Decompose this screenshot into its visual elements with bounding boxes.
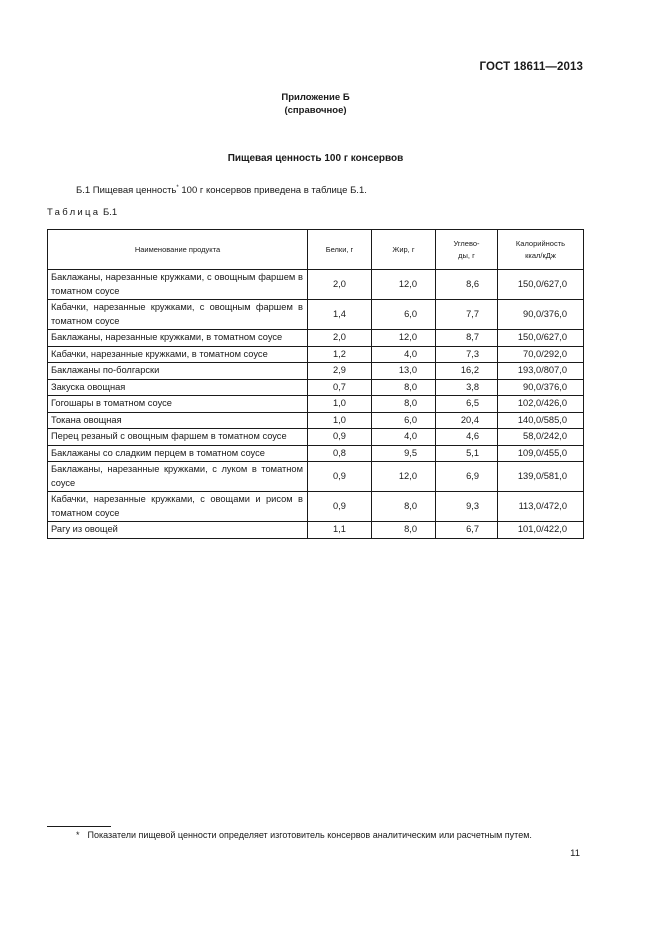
header-fat: Жир, г <box>372 230 436 270</box>
table-row <box>48 412 584 429</box>
cell-carbs: 20,4 <box>436 412 498 429</box>
cell-protein: 1,0 <box>308 396 372 413</box>
cell-product-name: Баклажаны, нарезанные кружками, с луком в томатном соусе <box>48 462 308 492</box>
intro-paragraph <box>76 185 367 196</box>
cell-product-name: Баклажаны, нарезанные кружками, с овощным фаршем в томатном соусе <box>48 270 308 300</box>
cell-calories: 150,0/627,0 <box>498 330 584 347</box>
table-row <box>48 270 584 300</box>
cell-fat: 6,0 <box>372 300 436 330</box>
cell-protein: 0,9 <box>308 492 372 522</box>
header-carbs-line1: Углево- <box>453 238 480 248</box>
cell-product-name: Баклажаны со сладким перцем в томатном соусе <box>48 445 308 462</box>
cell-fat: 8,0 <box>372 379 436 396</box>
page-number: 11 <box>570 848 580 859</box>
cell-carbs: 9,3 <box>436 492 498 522</box>
cell-fat: 8,0 <box>372 492 436 522</box>
cell-protein: 1,4 <box>308 300 372 330</box>
cell-carbs: 7,7 <box>436 300 498 330</box>
cell-carbs: 4,6 <box>436 429 498 446</box>
cell-carbs: 5,1 <box>436 445 498 462</box>
cell-fat: 12,0 <box>372 462 436 492</box>
cell-carbs: 16,2 <box>436 363 498 380</box>
header-carbs-line2: ды, г <box>458 250 475 260</box>
footnote-reference: * <box>176 185 179 191</box>
cell-calories: 140,0/585,0 <box>498 412 584 429</box>
nutrition-table <box>47 229 584 539</box>
table-header-row <box>48 230 584 270</box>
cell-calories: 102,0/426,0 <box>498 396 584 413</box>
cell-fat: 12,0 <box>372 270 436 300</box>
intro-text-end: 100 г консервов приведена в таблице Б.1. <box>178 185 367 196</box>
cell-fat: 13,0 <box>372 363 436 380</box>
cell-protein: 0,9 <box>308 429 372 446</box>
cell-fat: 4,0 <box>372 346 436 363</box>
cell-calories: 113,0/472,0 <box>498 492 584 522</box>
footnote-divider <box>47 826 111 827</box>
table-caption <box>47 207 117 218</box>
table-caption-number: Б.1 <box>103 207 118 218</box>
cell-protein: 2,0 <box>308 330 372 347</box>
table-row <box>48 363 584 380</box>
cell-product-name: Закуска овощная <box>48 379 308 396</box>
appendix-subtitle: (справочное) <box>284 105 347 116</box>
cell-calories: 150,0/627,0 <box>498 270 584 300</box>
cell-protein: 1,0 <box>308 412 372 429</box>
table-row <box>48 522 584 539</box>
cell-fat: 8,0 <box>372 396 436 413</box>
cell-fat: 8,0 <box>372 522 436 539</box>
cell-calories: 193,0/807,0 <box>498 363 584 380</box>
cell-fat: 6,0 <box>372 412 436 429</box>
cell-carbs: 6,7 <box>436 522 498 539</box>
cell-carbs: 8,7 <box>436 330 498 347</box>
cell-carbs: 3,8 <box>436 379 498 396</box>
appendix-title: Приложение Б <box>281 92 350 103</box>
table-row <box>48 379 584 396</box>
cell-fat: 9,5 <box>372 445 436 462</box>
header-calories-line1: Калорийность <box>515 238 566 248</box>
cell-product-name: Баклажаны, нарезанные кружками, в томатном соусе <box>48 330 308 347</box>
cell-protein: 0,7 <box>308 379 372 396</box>
header-product-name: Наименование продукта <box>48 230 308 270</box>
header-carbs <box>436 230 498 270</box>
cell-fat: 12,0 <box>372 330 436 347</box>
table-body <box>48 270 584 539</box>
intro-text-start: Б.1 Пищевая ценность <box>76 185 177 196</box>
cell-protein: 0,8 <box>308 445 372 462</box>
page-title: Пищевая ценность 100 г консервов <box>227 153 404 164</box>
cell-product-name: Токана овощная <box>48 412 308 429</box>
cell-product-name: Баклажаны по-болгарски <box>48 363 308 380</box>
cell-calories: 58,0/242,0 <box>498 429 584 446</box>
table-row <box>48 396 584 413</box>
cell-fat: 4,0 <box>372 429 436 446</box>
cell-product-name: Кабачки, нарезанные кружками, с овощным фаршем в томатном соусе <box>48 300 308 330</box>
standard-code: ГОСТ 18611—2013 <box>479 61 583 73</box>
table-row <box>48 346 584 363</box>
cell-product-name: Гогошары в томатном соусе <box>48 396 308 413</box>
cell-calories: 101,0/422,0 <box>498 522 584 539</box>
cell-calories: 109,0/455,0 <box>498 445 584 462</box>
cell-calories: 139,0/581,0 <box>498 462 584 492</box>
cell-protein: 1,2 <box>308 346 372 363</box>
cell-product-name: Рагу из овощей <box>48 522 308 539</box>
cell-product-name: Кабачки, нарезанные кружками, с овощами и рисом в томатном соусе <box>48 492 308 522</box>
cell-carbs: 6,9 <box>436 462 498 492</box>
table-row <box>48 429 584 446</box>
cell-protein: 1,1 <box>308 522 372 539</box>
cell-calories: 90,0/376,0 <box>498 300 584 330</box>
cell-product-name: Кабачки, нарезанные кружками, в томатном соусе <box>48 346 308 363</box>
appendix-heading <box>0 91 631 117</box>
cell-protein: 2,0 <box>308 270 372 300</box>
cell-calories: 70,0/292,0 <box>498 346 584 363</box>
table-row <box>48 462 584 492</box>
header-calories <box>498 230 584 270</box>
table-caption-word: Таблица <box>47 207 101 218</box>
cell-calories: 90,0/376,0 <box>498 379 584 396</box>
cell-protein: 2,9 <box>308 363 372 380</box>
header-protein: Белки, г <box>308 230 372 270</box>
footnote-mark: * <box>76 830 80 840</box>
footnote <box>76 830 532 840</box>
cell-product-name: Перец резаный с овощным фаршем в томатном соусе <box>48 429 308 446</box>
cell-carbs: 7,3 <box>436 346 498 363</box>
cell-carbs: 8,6 <box>436 270 498 300</box>
table-row <box>48 330 584 347</box>
table-row <box>48 445 584 462</box>
header-calories-line2: ккал/кДж <box>525 250 556 260</box>
table-row <box>48 492 584 522</box>
table-row <box>48 300 584 330</box>
cell-carbs: 6,5 <box>436 396 498 413</box>
footnote-text: Показатели пищевой ценности определяет изготовитель консервов аналитическим или расчетным путем. <box>87 830 532 840</box>
cell-protein: 0,9 <box>308 462 372 492</box>
